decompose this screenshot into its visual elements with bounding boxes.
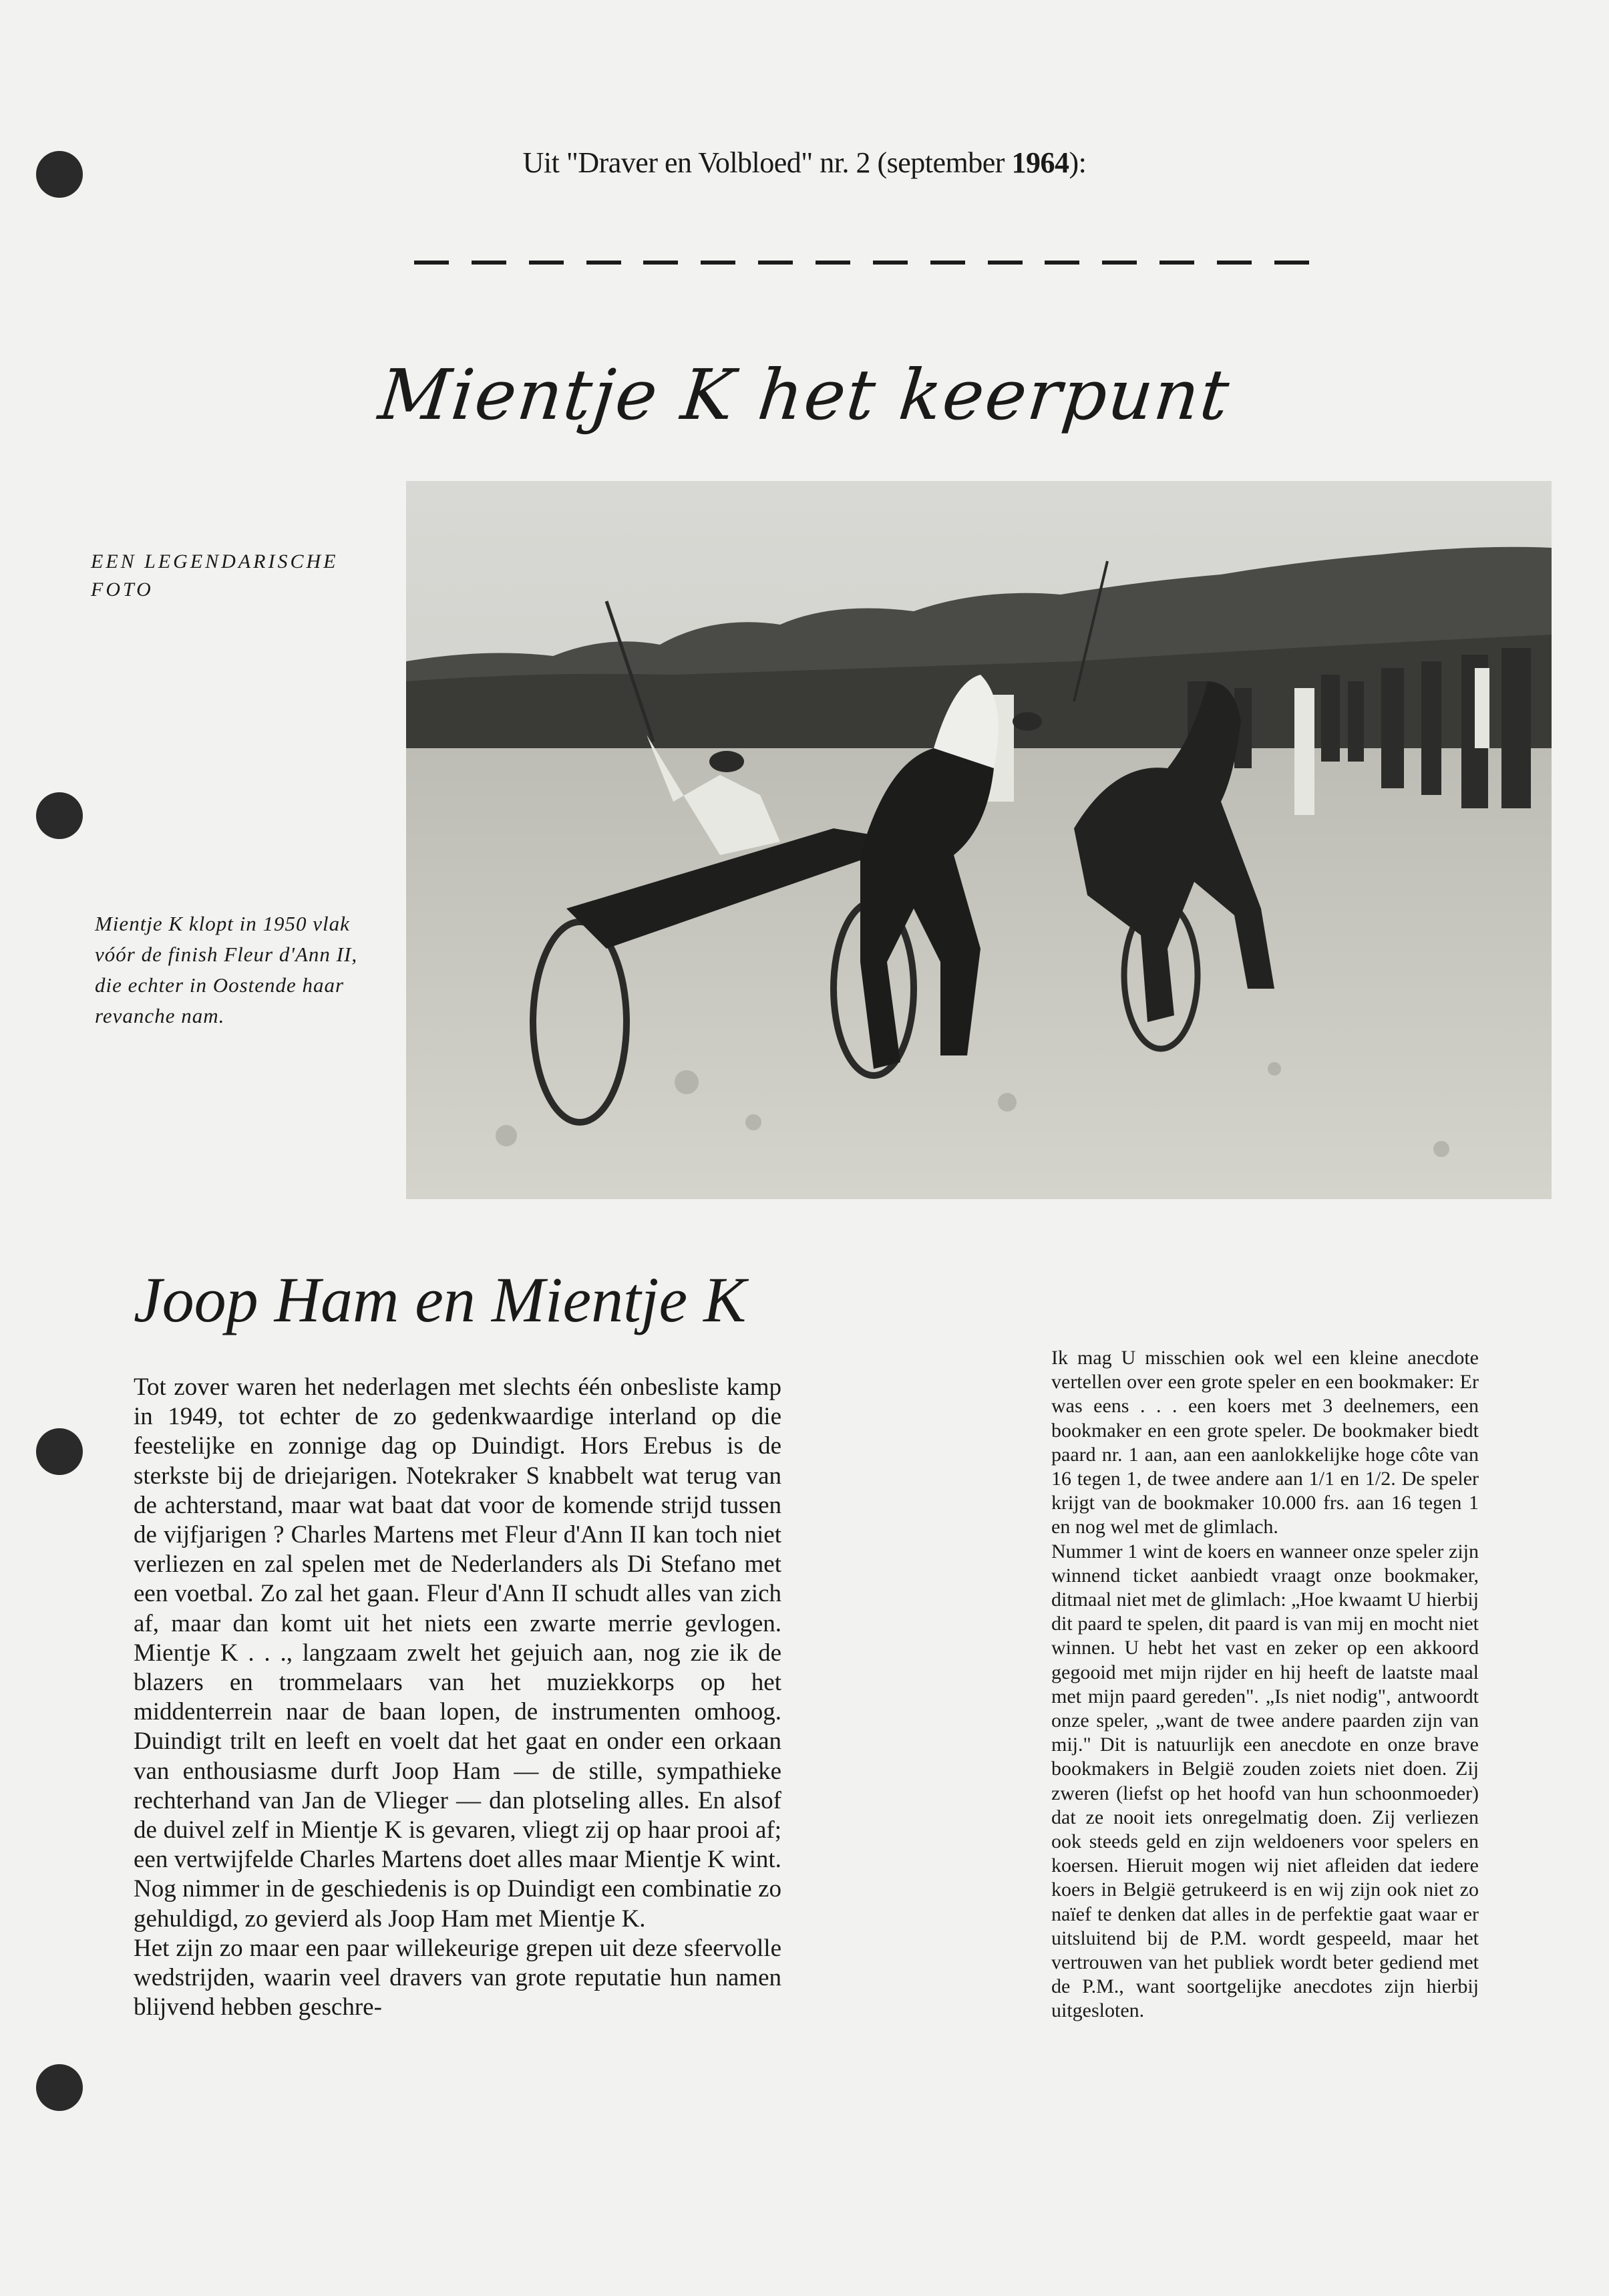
article-title: Joop Ham en Mientje K [134, 1264, 747, 1335]
photo-caption-side: Mientje K klopt in 1950 vlak vóór de finish Fleur d'Ann II, die echter in Oostende haar revanche nam. [95, 912, 358, 1027]
article-column-left [134, 1373, 781, 2022]
paragraph: Het zijn zo maar een paar willekeurige grepen uit deze sfeervolle wedstrijden, waarin veel dravers van grote reputatie hun namen blijvend hebben geschre- [134, 1934, 781, 2021]
race-photo [406, 481, 1552, 1199]
punch-hole [36, 792, 83, 839]
paragraph: Nummer 1 wint de koers en wanneer onze speler zijn winnend ticket aanbiedt vraagt onze bookmaker, ditmaal niet met de glimlach: „Hoe kwaamt U hierbij dit paard te spelen, dit paard is van mij en mocht niet winnen. U hebt het vast en zeker op een akkoord gegooid met mijn rijder en hij heeft de laatste maal met mijn paard gereden". „Is niet nodig", antwoordt onze speler, „want de twee andere paarden zijn van mij." Dit is natuurlijk een anecdote en onze brave bookmakers in België zouden zoiets niet doen. Zij zweren (liefst op het hoofd van hun schoonmoeder) dat ze nooit iets onregelmatig doen. Zij verliezen ook steeds geld en zijn weldoeners voor spelers en koersen. Hieruit mogen wij niet afleiden dat iedere koers in België getrukeerd is en wij zijn ook niet zo naïef te denken dat alles in de perfektie gaat waar er uitsluitend bij de P.M. wordt gespeeld, maar het vertrouwen van het publiek wordt beter gediend met de P.M., want soortgelijke anecdotes zijn hierbij uitgesloten. [1051, 1540, 1479, 2022]
dashed-separator [414, 261, 1309, 267]
photo-caption-top: EEN LEGENDARISCHE FOTO [91, 550, 339, 601]
paragraph: Nog nimmer in de geschiedenis is op Duindigt een combinatie zo gehuldigd, zo gevierd als Joop Ham met Mientje K. [134, 1875, 781, 1933]
article-column-right [1051, 1346, 1479, 2023]
source-prefix: Uit "Draver en Volbloed" nr. 2 (september [522, 146, 1012, 179]
source-year: 1964 [1011, 146, 1069, 179]
paragraph: Tot zover waren het nederlagen met slechts één onbesliste kamp in 1949, tot echter de zo gedenkwaardige interland op die feestelijke en zonnige dag op Duindigt. Hors Erebus is de sterkste bij de driejarigen. Notekraker S knabbelt wat terug van de achterstand, maar wat baat dat voor de komende strijd tussen de vijfjarigen ? Charles Martens met Fleur d'Ann II kan toch niet verliezen en zal spelen met de Nederlanders als Di Stefano met een voetbal. Zo zal het gaan. Fleur d'Ann II schudt alles van zich af, maar dan komt uit het niets een zwarte merrie gevlogen. Mientje K . . ., langzaam zwelt het gejuich aan, nog zie ik de blazers en trommelaars van het muziekkorps op het middenterrein naar de baan lopen, de instrumenten omhoog. Duindigt trilt en leeft en voelt dat het gaat en onder een orkaan van enthousiasme durft Joop Ham — de stille, sympathieke rechterhand van Jan de Vlieger — dan plotseling alles. En alsof de duivel zelf in Mientje K is gevaren, vliegt zij op haar prooi af; een vertwijfelde Charles Martens doet alles maar Mientje K wint. [134, 1373, 781, 1874]
punch-hole [36, 1428, 83, 1475]
handwritten-headline: Mientje K het keerpunt [375, 354, 1234, 436]
source-suffix: ): [1069, 146, 1087, 179]
punch-hole [36, 2064, 83, 2111]
paragraph: Ik mag U misschien ook wel een kleine anecdote vertellen over een grote speler en een bookmaker: Er was eens . . . een koers met 3 deelnemers, een bookmaker en een grote speler. De bookmaker biedt paard nr. 1 aan, aan een aanlokkelijke hoge côte van 16 tegen 1, de twee andere aan 1/1 en 1/2. De speler krijgt van de bookmaker 10.000 frs. aan 16 tegen 1 en nog wel met de glimlach. [1051, 1347, 1479, 1538]
source-line [0, 146, 1609, 180]
